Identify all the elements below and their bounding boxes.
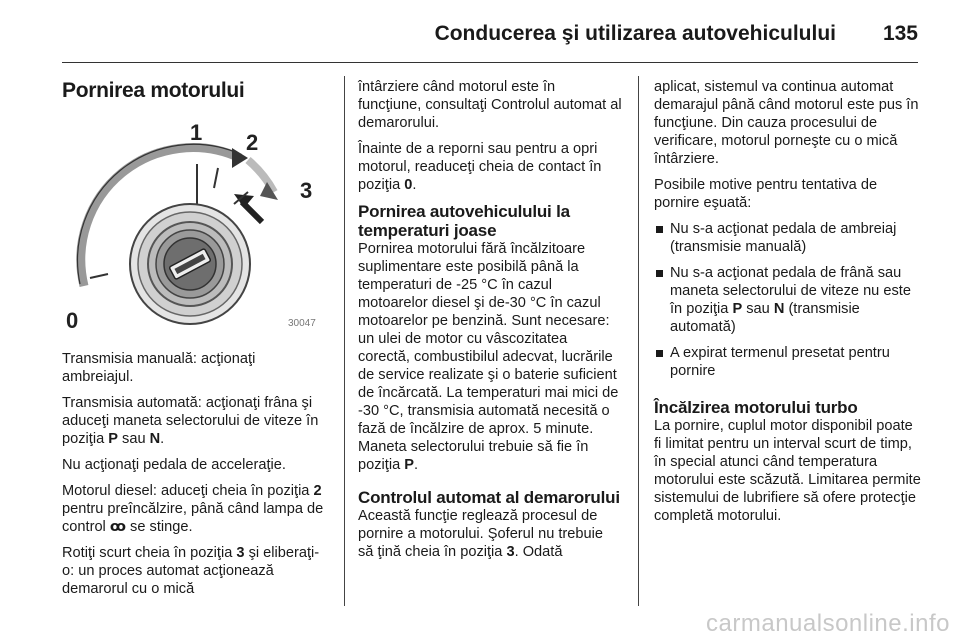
bullet-square-icon (656, 350, 663, 357)
bullet-square-icon (656, 226, 663, 233)
subheading-cold-start: Pornirea autovehiculului la temperaturi joase (358, 202, 570, 240)
paragraph: Posibile motive pentru tentativa de pornire eşuată: (654, 177, 878, 211)
subheading-turbo: Încălzirea motorului turbo (654, 398, 858, 417)
ignition-switch-icon (62, 118, 330, 328)
list-item: Nu s-a acţionat pedala de frână sau maneta selectorului de viteze nu este în poziţia P sau N (transmisie automată) (654, 264, 922, 336)
paragraph: Această funcţie reglează procesul de pornire a motorului. Şoferul nu trebuie să ţină cheia în poziţia 3. Odată (358, 508, 603, 560)
header-title: Conducerea şi utilizarea autovehiculului (434, 22, 836, 45)
paragraph: aplicat, sistemul va continua automat demarajul până când motorul este pus în funcţiune. Din cauza procesului de verificare, motorul porneşte cu o mică întârziere. (654, 79, 919, 167)
column-1 (62, 78, 330, 606)
list-item: Nu s-a acţionat pedala de ambreiaj (transmisie manuală) (654, 220, 922, 256)
glow-plug-icon: ꝏ (109, 519, 126, 535)
page-header (62, 18, 918, 58)
column-3 (654, 78, 922, 533)
subheading-auto-starter: Controlul automat al demarorului (358, 488, 620, 507)
paragraph: Motorul diesel: aduceţi cheia în poziţia 2 pentru preîncălzire, până când lampa de control ꝏ se stinge. (62, 483, 324, 535)
header-rule (62, 62, 918, 63)
ignition-switch-figure (62, 118, 330, 328)
position-label-3: 3 (300, 178, 313, 203)
column-divider-2 (638, 76, 639, 606)
paragraph: Transmisia manuală: acţionaţi ambreiajul. (62, 351, 256, 385)
list-item: A expirat termenul presetat pentru pornire (654, 344, 922, 380)
paragraph: Transmisia automată: acţionaţi frâna şi aduceţi maneta selectorului de viteze în poziţia P sau N. (62, 395, 319, 447)
position-label-0: 0 (66, 308, 79, 328)
section-title: Pornirea motorului (62, 79, 245, 102)
column-divider-1 (344, 76, 345, 606)
paragraph: Pornirea motorului fără încălzitoare suplimentare este posibilă până la temperaturi de -25 °C în cazul motoarelor diesel şi de-30 °C în cazul motoarelor pe benzină. Sunt necesare: un ulei de motor cu vâscozitatea corectă, combustibilul adecvat, lucrările de service realizate şi o baterie suficient de încărcată. La temperaturi mai mici de -30 °C, transmisia automată necesită o fază de încălzire de aprox. 5 minute. Maneta selectorului trebuie să fie în poziţia P. (358, 241, 619, 473)
paragraph: Înainte de a reporni sau pentru a opri motorul, readuceţi cheia de contact în poziţia 0. (358, 141, 602, 193)
figure-code: 30047 (288, 318, 316, 328)
paragraph: Rotiţi scurt cheia în poziţia 3 şi eliberaţi-o: un proces automat acţionează demarorul cu o mică (62, 545, 320, 597)
watermark: carmanualsonline.info (706, 610, 950, 637)
position-label-2: 2 (246, 130, 259, 155)
paragraph: Nu acţionaţi pedala de acceleraţie. (62, 457, 286, 473)
page-number: 135 (882, 22, 918, 45)
paragraph: La pornire, cuplul motor disponibil poate fi limitat pentru un interval scurt de timp, în special atunci când temperatura motorului este scăzută. Limitarea permite sistemului de lubrifiere să ofere protecţie completă motorului. (654, 418, 921, 524)
position-label-1: 1 (190, 120, 203, 145)
bullet-square-icon (656, 270, 663, 277)
column-2 (358, 78, 622, 569)
paragraph: întârziere când motorul este în funcţiune, consultaţi Controlul automat al demarorului. (358, 79, 622, 131)
